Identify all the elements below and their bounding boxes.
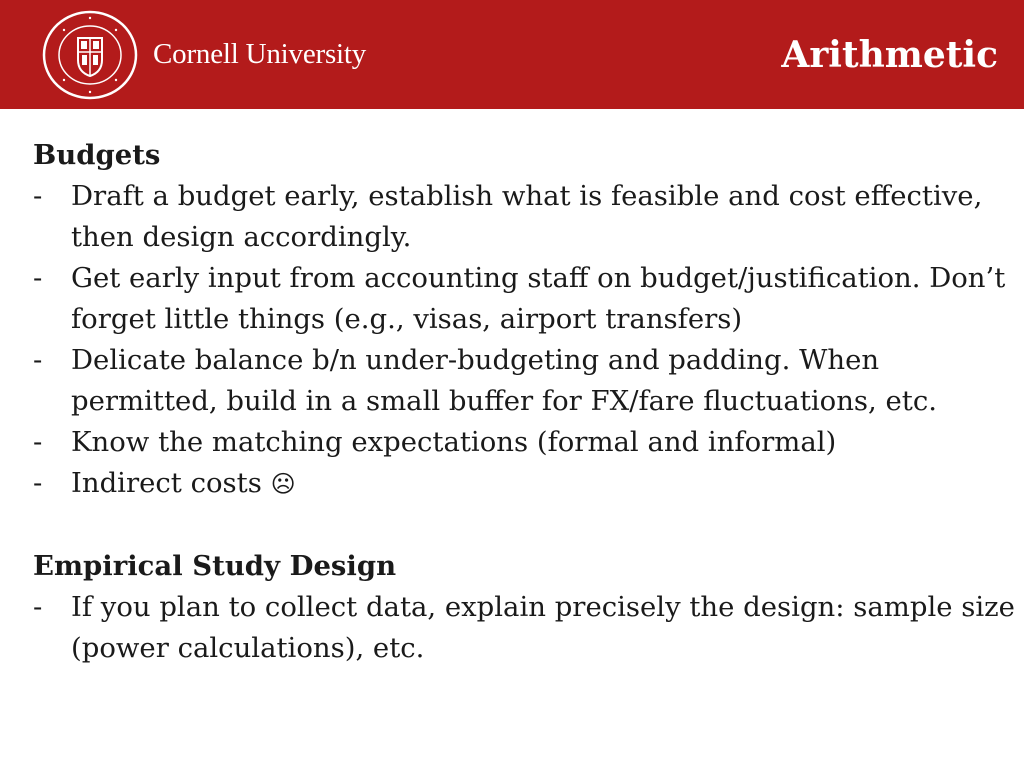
bullet-item xyxy=(33,176,1018,258)
study-design-bullet-list xyxy=(33,587,1018,669)
bullet-dash: - xyxy=(33,591,43,623)
header-bar xyxy=(0,0,1024,109)
bullet-item xyxy=(33,587,1018,669)
bullet-dash: - xyxy=(33,344,43,376)
budgets-bullet-list xyxy=(33,176,1018,505)
bullet-item xyxy=(33,258,1018,340)
bullet-item xyxy=(33,463,1018,505)
bullet-text: Draft a budget early, establish what is feasible and cost effective, then design accordingly. xyxy=(71,180,983,253)
sad-face-icon: ☹ xyxy=(270,470,296,498)
bullet-dash: - xyxy=(33,467,43,499)
section-spacer xyxy=(33,505,1018,546)
brand-name: Cornell University xyxy=(153,38,367,70)
bullet-dash: - xyxy=(33,180,43,212)
bullet-item xyxy=(33,340,1018,422)
bullet-text: Delicate balance b/n under-budgeting and padding. When permitted, build in a small buffer for FX/fare fluctuations, etc. xyxy=(71,344,937,417)
bullet-text: If you plan to collect data, explain precisely the design: sample size (power calculations), etc. xyxy=(71,591,1015,664)
budgets-section xyxy=(33,135,1018,505)
bullet-dash: - xyxy=(33,426,43,458)
section-heading-study-design: Empirical Study Design xyxy=(33,550,397,582)
bullet-dash: - xyxy=(33,262,43,294)
slide-content xyxy=(33,135,1018,669)
bullet-text: Get early input from accounting staff on budget/justification. Don’t forget little things (e.g., visas, airport transfers) xyxy=(71,262,1006,335)
bullet-item xyxy=(33,422,1018,463)
study-design-section xyxy=(33,546,1018,669)
slide-title: Arithmetic xyxy=(781,34,998,76)
cornell-seal-logo xyxy=(42,10,138,100)
bullet-text: Indirect costs xyxy=(71,467,262,499)
section-heading-budgets: Budgets xyxy=(33,139,161,171)
bullet-text: Know the matching expectations (formal and informal) xyxy=(71,426,837,458)
